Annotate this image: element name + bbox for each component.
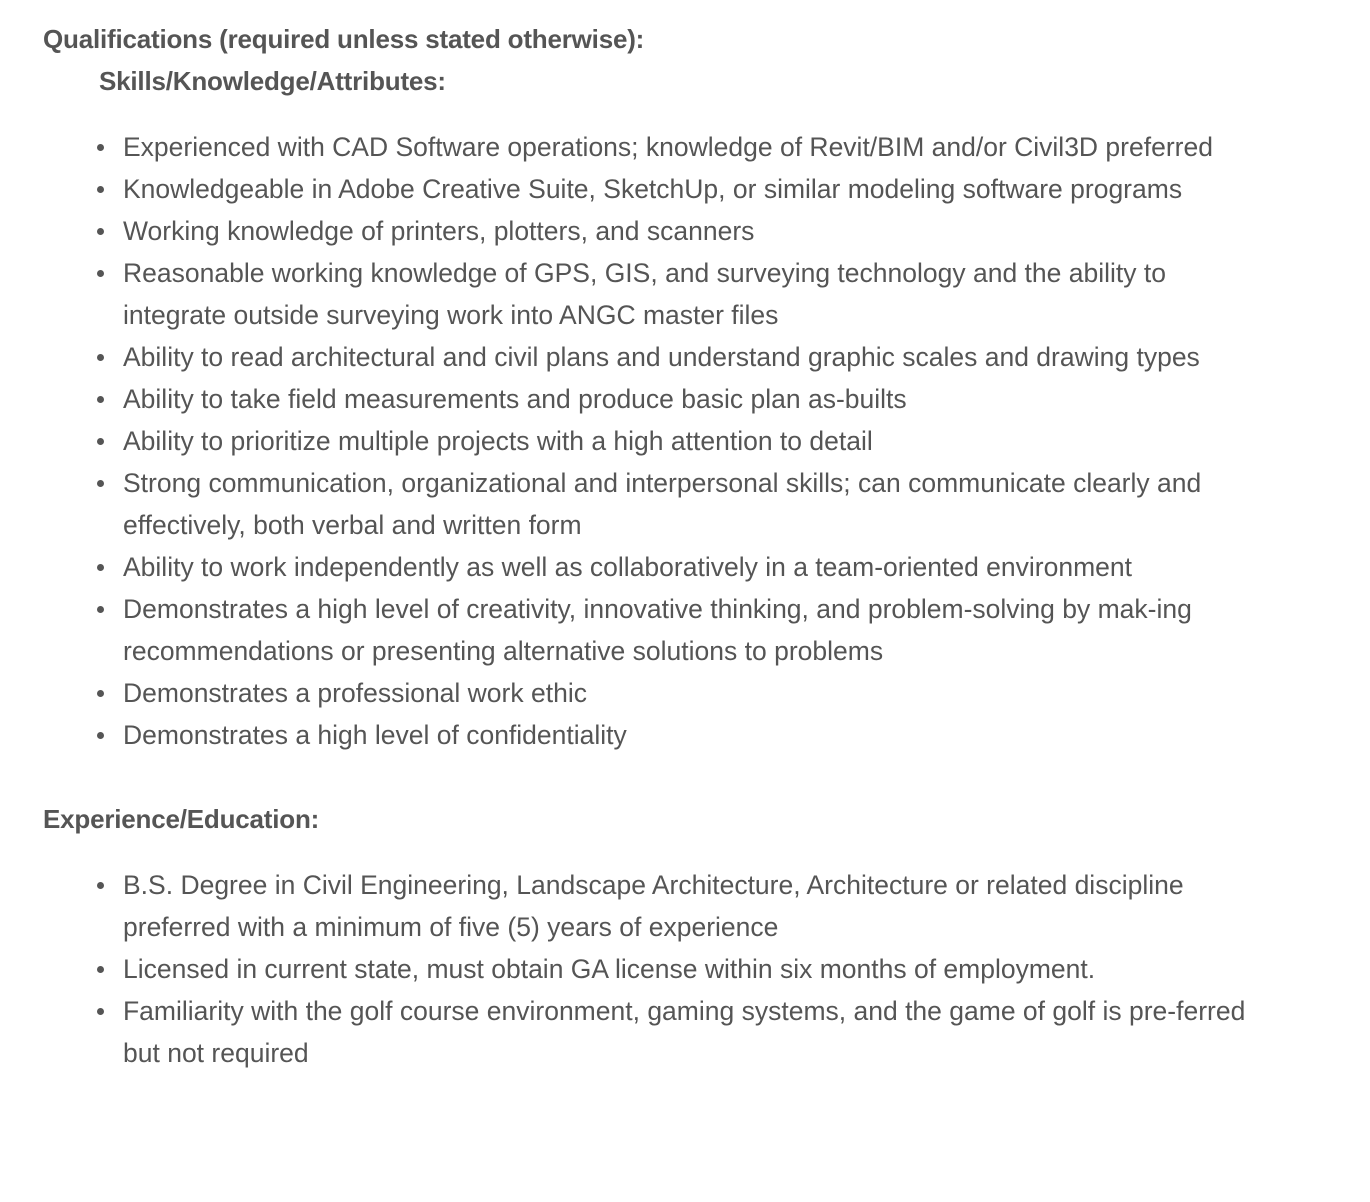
list-item: Ability to read architectural and civil plans and understand graphic scales and drawing types <box>123 336 1273 378</box>
list-item: Experienced with CAD Software operations; knowledge of Revit/BIM and/or Civil3D preferred <box>123 126 1273 168</box>
list-item: B.S. Degree in Civil Engineering, Landscape Architecture, Architecture or related discipline preferred with a minimum of five (5) years of experience <box>123 864 1273 948</box>
list-item: Licensed in current state, must obtain GA license within six months of employment. <box>123 948 1273 990</box>
list-item: Ability to take field measurements and produce basic plan as-builts <box>123 378 1273 420</box>
list-item: Demonstrates a high level of confidentiality <box>123 714 1273 756</box>
experience-list <box>43 864 1273 1074</box>
list-item: Strong communication, organizational and interpersonal skills; can communicate clearly and effectively, both verbal and written form <box>123 462 1273 546</box>
list-item: Ability to work independently as well as collaboratively in a team-oriented environment <box>123 546 1273 588</box>
list-item: Knowledgeable in Adobe Creative Suite, SketchUp, or similar modeling software programs <box>123 168 1273 210</box>
list-item: Familiarity with the golf course environment, gaming systems, and the game of golf is pre-ferred but not required <box>123 990 1273 1074</box>
list-item: Demonstrates a high level of creativity, innovative thinking, and problem-solving by mak-ing recommendations or presenting alternative solutions to problems <box>123 588 1273 672</box>
qualifications-heading: Qualifications (required unless stated otherwise): <box>43 24 645 54</box>
list-item: Working knowledge of printers, plotters, and scanners <box>123 210 1273 252</box>
list-item: Demonstrates a professional work ethic <box>123 672 1273 714</box>
list-item: Reasonable working knowledge of GPS, GIS, and surveying technology and the ability to integrate outside surveying work into ANGC master files <box>123 252 1273 336</box>
skills-subheading: Skills/Knowledge/Attributes: <box>99 66 446 96</box>
experience-heading: Experience/Education: <box>43 804 320 834</box>
list-item: Ability to prioritize multiple projects with a high attention to detail <box>123 420 1273 462</box>
job-requirements-document <box>43 18 1303 1074</box>
skills-list <box>43 126 1273 756</box>
